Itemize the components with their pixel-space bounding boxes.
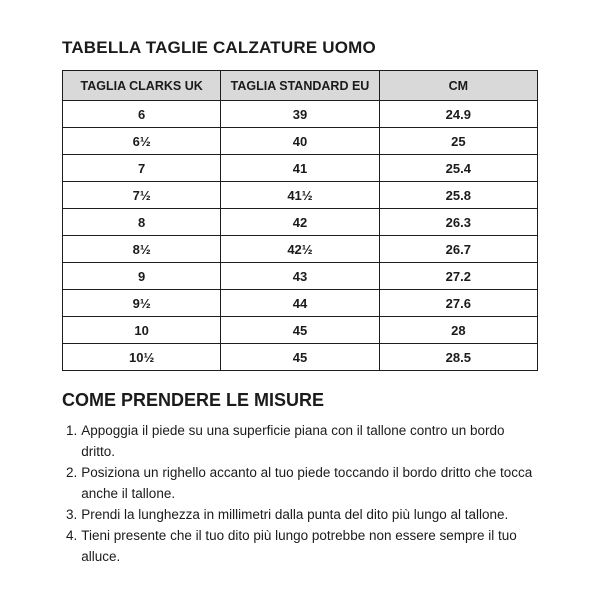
cell-eu: 39 [221,101,379,128]
list-item [66,420,542,462]
table-row [63,317,538,344]
list-item-text: Prendi la lunghezza in millimetri dalla punta del dito più lungo al tallone. [81,507,509,522]
list-item [66,504,542,525]
cell-cm: 26.7 [379,236,537,263]
list-item-text: Posiziona un righello accanto al tuo piede toccando il bordo dritto che tocca anche il tallone. [81,465,533,501]
table-row [63,155,538,182]
cell-cm: 28.5 [379,344,537,371]
table-row [63,182,538,209]
cell-uk: 10 [63,317,221,344]
list-item [66,525,542,567]
cell-uk: 9½ [63,290,221,317]
cell-cm: 27.2 [379,263,537,290]
cell-uk: 9 [63,263,221,290]
cell-cm: 24.9 [379,101,537,128]
cell-uk: 8½ [63,236,221,263]
cell-cm: 25.4 [379,155,537,182]
cell-uk: 6½ [63,128,221,155]
size-table [62,70,538,371]
cell-eu: 41½ [221,182,379,209]
list-item-text: Tieni presente che il tuo dito più lungo potrebbe non essere sempre il tuo alluce. [81,528,517,564]
cell-cm: 27.6 [379,290,537,317]
column-header-cm: CM [379,71,537,101]
table-row [63,290,538,317]
table-row [63,128,538,155]
cell-eu: 45 [221,317,379,344]
cell-uk: 7 [63,155,221,182]
cell-cm: 28 [379,317,537,344]
list-item-text: Appoggia il piede su una superficie piana con il tallone contro un bordo dritto. [81,423,505,459]
table-row [63,263,538,290]
list-item-number: 4. [66,528,78,543]
cell-eu: 45 [221,344,379,371]
cell-uk: 8 [63,209,221,236]
cell-eu: 42½ [221,236,379,263]
page-title: TABELLA TAGLIE CALZATURE UOMO [62,38,376,57]
table-row [63,344,538,371]
table-row [63,209,538,236]
table-header-row [63,71,538,101]
column-header-uk: TAGLIA CLARKS UK [63,71,221,101]
cell-eu: 44 [221,290,379,317]
cell-cm: 25.8 [379,182,537,209]
column-header-eu: TAGLIA STANDARD EU [221,71,379,101]
cell-cm: 25 [379,128,537,155]
measure-instructions-list [62,420,542,567]
cell-cm: 26.3 [379,209,537,236]
cell-uk: 7½ [63,182,221,209]
list-item [66,462,542,504]
cell-eu: 41 [221,155,379,182]
list-item-number: 2. [66,465,78,480]
table-row [63,101,538,128]
cell-eu: 40 [221,128,379,155]
table-row [63,236,538,263]
list-item-number: 3. [66,507,78,522]
cell-uk: 6 [63,101,221,128]
cell-eu: 43 [221,263,379,290]
cell-uk: 10½ [63,344,221,371]
cell-eu: 42 [221,209,379,236]
list-item-number: 1. [66,423,78,438]
measure-section-heading: COME PRENDERE LE MISURE [62,390,325,410]
